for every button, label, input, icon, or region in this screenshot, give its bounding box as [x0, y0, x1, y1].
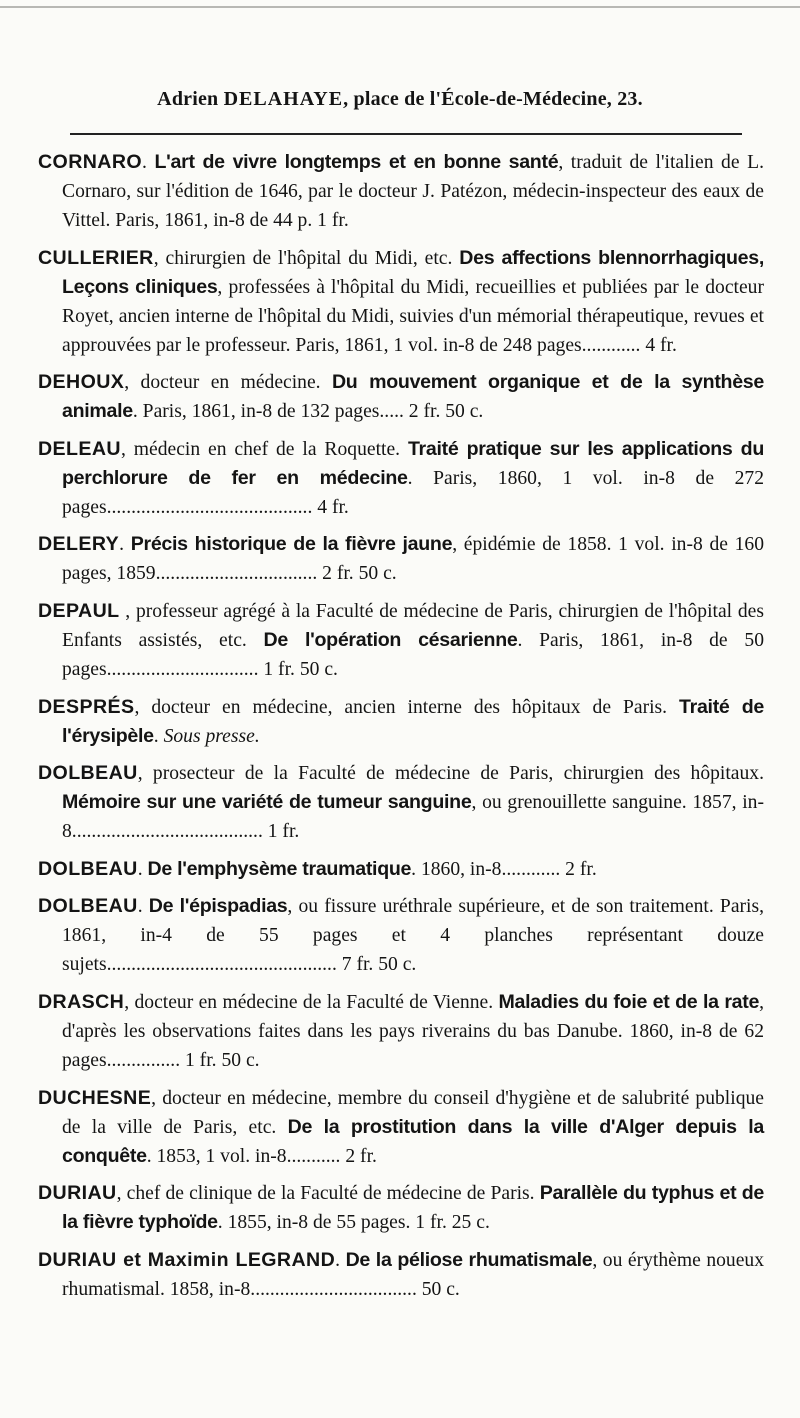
catalog-entries: [38, 148, 764, 1312]
header-prefix: Adrien: [157, 88, 224, 110]
entry-title: Du mouvement organique et de la synthèse animale: [62, 371, 765, 423]
entry-author-desc: .: [119, 534, 131, 556]
entry-details: . 1860, in-8............ 2 fr.: [411, 858, 597, 880]
entry-author-desc: .: [142, 152, 155, 173]
entry-details: . 1853, 1 vol. in-8........... 2 fr.: [146, 1145, 377, 1167]
entry-author: DEPAUL: [38, 599, 120, 622]
entry-author-desc: .: [335, 1249, 346, 1271]
entry-details: , épidémie de 1858. 1 vol. in-8 de 160 pages, 1859................................. 2 fr. 50 c.: [62, 534, 765, 585]
page-header: [40, 88, 760, 111]
catalog-entry: [38, 1246, 764, 1304]
entry-details: , ou érythème noueux rhumatismal. 1858, in-8.................................. 50 c.: [62, 1249, 765, 1300]
entry-author: DELERY: [38, 533, 120, 556]
entry-status: Sous presse.: [163, 725, 260, 747]
entry-title: Parallèle du typhus et de la fièvre typhoïde: [62, 1182, 764, 1234]
entry-details: . Paris, 1860, 1 vol. in-8 de 272 pages.......................................... 4 fr.: [62, 467, 764, 518]
entry-author-desc: , docteur en médecine, membre du conseil d'hygiène et de salubrité publique de la ville de Paris, etc.: [62, 1087, 764, 1138]
entry-author: DOLBEAU: [38, 762, 138, 785]
entry-title: Traité pratique sur les applications du perchlorure de fer en médecine: [62, 437, 764, 489]
entry-author-desc: , docteur en médecine.: [124, 372, 332, 394]
catalog-entry: [38, 892, 764, 979]
entry-author-desc: .: [137, 896, 149, 918]
entry-author-desc: , docteur en médecine de la Faculté de Vienne.: [124, 991, 499, 1013]
catalog-entry: [38, 244, 764, 360]
entry-author-desc: , médecin en chef de la Roquette.: [120, 438, 408, 460]
entry-author-desc: , professeur agrégé à la Faculté de médecine de Paris, chirurgien de l'hôpital des Enfants assistés, etc.: [62, 600, 764, 651]
entry-author: DURIAU: [38, 1182, 117, 1205]
entry-title: De la prostitution dans la ville d'Alger depuis la conquête: [62, 1115, 764, 1167]
catalog-entry: [38, 597, 764, 684]
entry-details: . Paris, 1861, in-8 de 132 pages..... 2 fr. 50 c.: [132, 401, 484, 423]
entry-author-desc: .: [137, 858, 148, 880]
entry-title: Maladies du foie et de la rate: [498, 990, 760, 1013]
entry-details: , d'après les observations faites dans les pays riverains du bas Danube. 1860, in-8 de 62 pages............... 1 fr. 50 c.: [62, 991, 764, 1071]
entry-author: DRASCH: [38, 990, 125, 1013]
entry-title: De la péliose rhumatismale: [345, 1248, 593, 1271]
catalog-entry: [38, 855, 764, 884]
entry-author: DELEAU: [38, 437, 121, 460]
entry-author: DUCHESNE: [38, 1086, 152, 1109]
catalog-entry: [38, 693, 764, 751]
catalog-entry: [38, 530, 764, 588]
entry-author: CULLERIER: [38, 246, 154, 269]
entry-details: . Paris, 1861, in-8 de 50 pages............................... 1 fr. 50 c.: [62, 629, 764, 680]
header-divider: [70, 133, 742, 135]
publisher-name: DELAHAYE: [223, 88, 344, 110]
entry-title: Précis historique de la fièvre jaune: [130, 533, 453, 556]
catalog-entry: [38, 148, 764, 235]
entry-details: , traduit de l'italien de L. Cornaro, sur l'édition de 1646, par le docteur J. Patézon, médecin-inspecteur des eaux de Vittel. Paris, 1861, in-8 de 44 p. 1 fr.: [62, 152, 764, 231]
entry-title: Des affections blennorrhagiques, Leçons cliniques: [62, 246, 764, 298]
entry-details: . 1855, in-8 de 55 pages. 1 fr. 25 c.: [217, 1212, 490, 1234]
catalog-entry: [38, 988, 764, 1075]
entry-author: DESPRÉS: [38, 695, 135, 718]
catalog-entry: [38, 1179, 764, 1237]
entry-title: Traité de l'érysipèle: [62, 695, 765, 747]
entry-title: Mémoire sur une variété de tumeur sanguine: [62, 791, 472, 814]
entry-author: CORNARO: [38, 151, 143, 173]
entry-details: .: [153, 725, 164, 747]
entry-author-desc: , docteur en médecine, ancien interne des hôpitaux de Paris.: [134, 696, 680, 718]
entry-details: , ou fissure uréthrale supérieure, et de son traitement. Paris, 1861, in-4 de 55 pages et 4 planches représentant douze sujets............................................... 7 fr. 50 c.: [62, 896, 765, 976]
page-top-edge: [0, 6, 800, 8]
catalog-entry: [38, 368, 764, 426]
catalog-entry: [38, 435, 764, 522]
entry-title: De l'emphysème traumatique: [147, 857, 412, 880]
entry-title: L'art de vivre longtemps et en bonne santé: [154, 151, 559, 173]
entry-details: , professées à l'hôpital du Midi, recueillies et publiées par le docteur Royet, ancien interne de l'hôpital du Midi, suivies d'un mémorial thérapeutique, revues et approuvées par le professeur. Paris, 1861, 1 vol. in-8 de 248 pages............ 4 fr.: [62, 276, 765, 356]
entry-author-desc: , chirurgien de l'hôpital du Midi, etc.: [153, 247, 460, 269]
entry-author-desc: , prosecteur de la Faculté de médecine de Paris, chirurgien des hôpitaux.: [137, 763, 764, 785]
entry-author: DEHOUX: [38, 371, 125, 394]
entry-author: DOLBEAU: [38, 857, 138, 880]
entry-title: De l'épispadias: [148, 895, 288, 918]
entry-title: De l'opération césarienne: [263, 628, 518, 651]
entry-author: DURIAU et Maximin LEGRAND: [38, 1248, 336, 1271]
entry-details: , ou grenouillette sanguine. 1857, in-8....................................... 1 fr.: [62, 792, 765, 843]
entry-author-desc: , chef de clinique de la Faculté de médecine de Paris.: [116, 1183, 540, 1205]
catalog-entry: [38, 1084, 764, 1171]
catalog-entry: [38, 759, 764, 846]
header-address: , place de l'École-de-Médecine, 23.: [343, 88, 643, 110]
entry-author: DOLBEAU: [38, 895, 138, 918]
